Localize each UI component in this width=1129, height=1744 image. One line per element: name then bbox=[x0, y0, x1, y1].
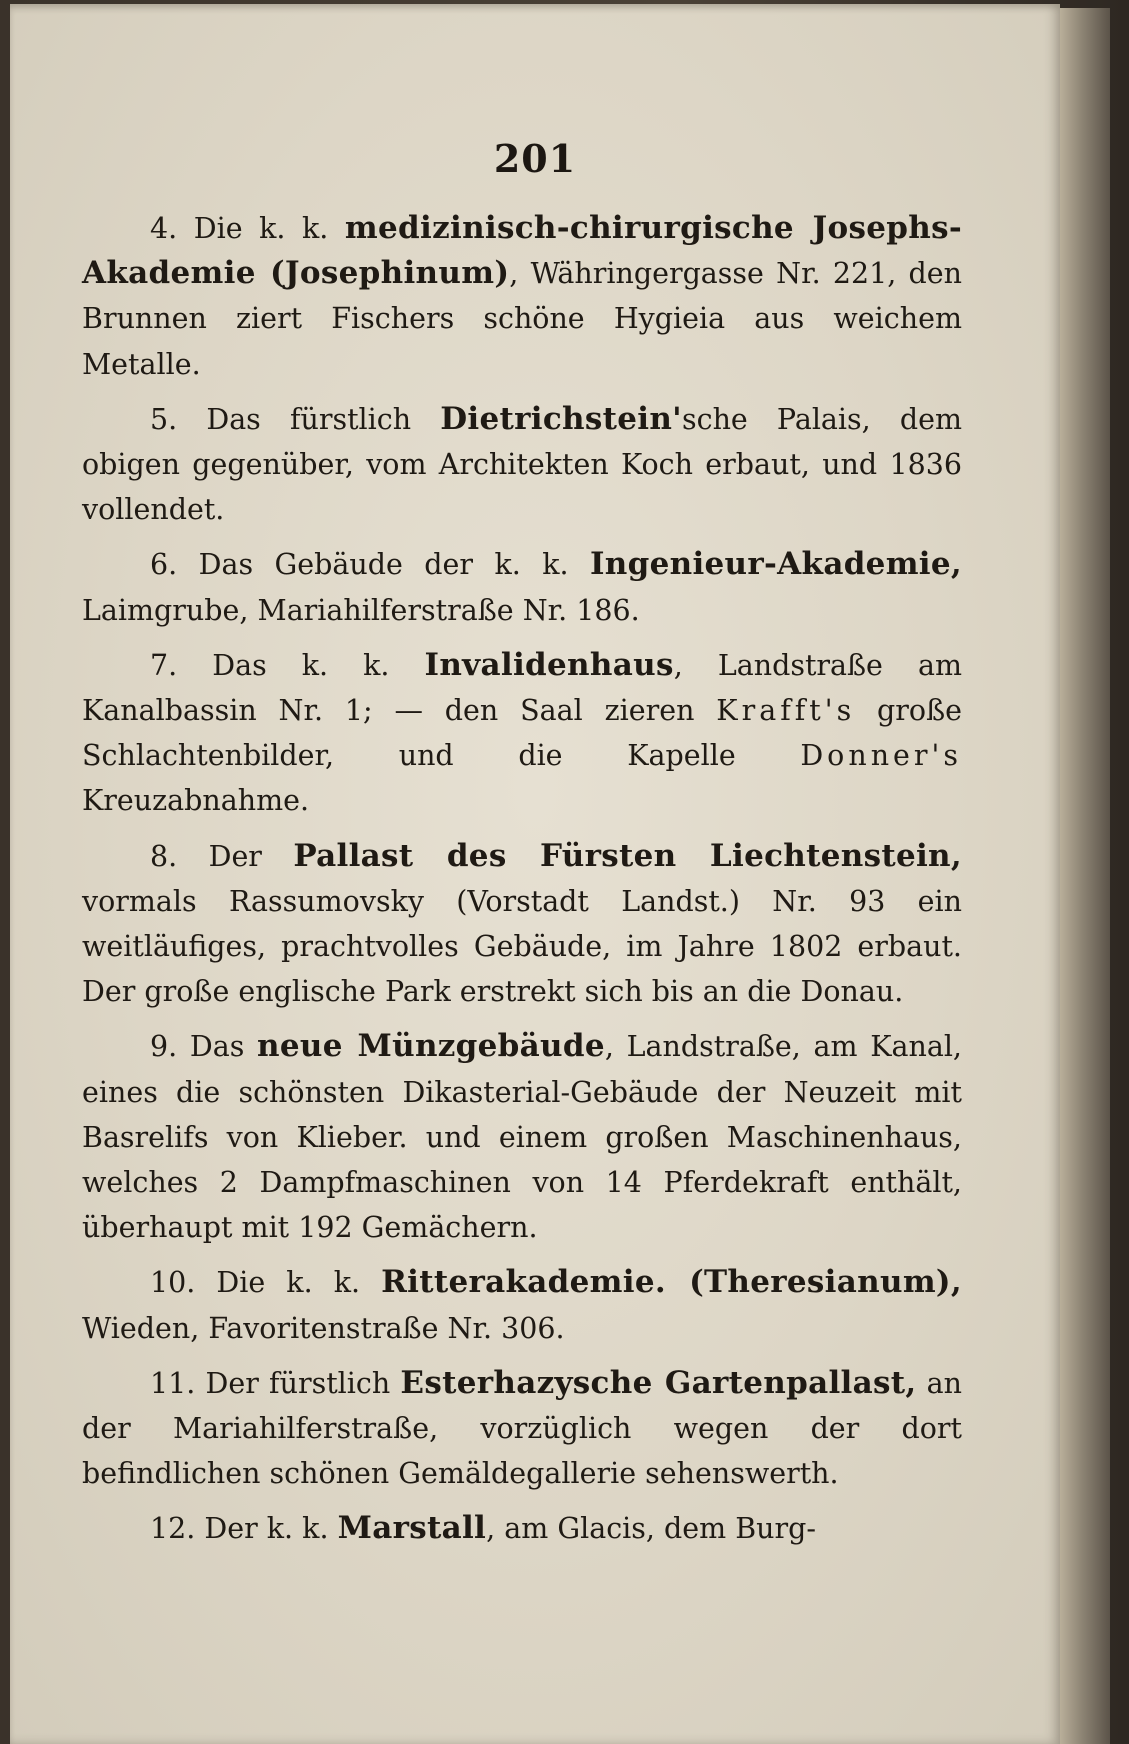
list-item bbox=[82, 1361, 962, 1497]
entry-number: 12. bbox=[150, 1512, 196, 1546]
list-item bbox=[82, 542, 962, 632]
list-item bbox=[82, 834, 962, 1015]
entry-text: Das k. k. bbox=[177, 648, 425, 682]
list-item bbox=[82, 206, 962, 387]
artist-name: Donner's bbox=[800, 739, 962, 773]
page-text bbox=[82, 206, 962, 1562]
entry-number: 6. bbox=[150, 548, 178, 582]
entry-text: , Währingergasse Nr. 221, den Brunnen ziert Fischers schöne Hygieia aus weichem Metalle. bbox=[82, 257, 962, 381]
entry-text: Der fürstlich bbox=[195, 1366, 401, 1400]
list-item bbox=[82, 1506, 962, 1551]
entry-number: 7. bbox=[150, 648, 178, 682]
entry-text: Der bbox=[177, 839, 294, 873]
entry-text: vormals Rassumovsky (Vorstadt Landst.) Nr. 93 ein weitläufiges, prachtvolles Gebäude, im Jahre 1802 erbaut. Der große englische Park erstrekt sich bis an die Donau. bbox=[82, 884, 962, 1009]
entry-text: Wieden, Favoritenstraße Nr. 306. bbox=[82, 1311, 565, 1345]
entry-text: an der Mariahilferstraße, vorzüglich wegen der dort befindlichen schönen Gemäldegallerie sehenswerth. bbox=[82, 1366, 963, 1491]
artist-name: Krafft's bbox=[716, 694, 856, 728]
entry-number: 9. bbox=[150, 1030, 178, 1064]
list-item bbox=[82, 1024, 962, 1250]
entry-name: Dietrichstein' bbox=[440, 400, 682, 437]
entry-text: Kreuzabnahme. bbox=[82, 784, 310, 818]
entry-name: Esterhazysche Gartenpallast, bbox=[400, 1364, 917, 1401]
entry-number: 5. bbox=[150, 402, 178, 436]
entry-text: Das bbox=[177, 1030, 258, 1064]
entry-text: , Landstraße, am Kanal, eines die schönsten Dikasterial-Gebäude der Neuzeit mit Basrelifs von Klieber. und einem großen Maschinenhaus, welches 2 Dampfmaschinen von 14 Pferdekraft enthält, überhaupt mit 192 Gemächern. bbox=[82, 1030, 962, 1245]
entry-text: sche Palais, dem obigen gegenüber, vom Architekten Koch erbaut, und 1836 vollendet. bbox=[82, 402, 962, 527]
entry-number: 11. bbox=[150, 1366, 196, 1400]
entry-name: Pallast des Fürsten Liechtenstein, bbox=[293, 837, 962, 874]
entry-text: , am Glacis, dem Burg- bbox=[486, 1512, 817, 1546]
entry-text: Die k. k. bbox=[177, 212, 345, 245]
entry-name: Invalidenhaus bbox=[424, 646, 674, 683]
list-item bbox=[82, 643, 962, 824]
entry-name: Ingenieur-Akademie, bbox=[589, 546, 962, 583]
entry-text: große Schlachtenbilder, und die Kapelle bbox=[82, 694, 962, 773]
list-item bbox=[82, 397, 962, 533]
entry-name: Ritterakademie. (Theresianum), bbox=[381, 1264, 962, 1301]
entry-text: Die k. k. bbox=[195, 1266, 382, 1300]
list-item bbox=[82, 1260, 962, 1350]
entry-number: 4. bbox=[150, 212, 178, 245]
entry-text: , Landstraße am Kanalbassin Nr. 1; — den Saal zieren bbox=[82, 648, 962, 728]
entry-name: medizinisch-chirurgische Josephs-Akademie (Josephinum) bbox=[82, 210, 962, 292]
entry-text: Der k. k. bbox=[195, 1512, 338, 1546]
page-number: 201 bbox=[493, 136, 577, 181]
entry-number: 8. bbox=[150, 839, 178, 873]
entry-name: neue Münzgebäude bbox=[257, 1028, 605, 1065]
entry-text: Das Gebäude der k. k. bbox=[177, 548, 590, 582]
entry-text: Das fürstlich bbox=[177, 402, 441, 436]
entry-text: Laimgrube, Mariahilferstraße Nr. 186. bbox=[82, 593, 640, 627]
entry-name: Marstall bbox=[337, 1510, 487, 1547]
entry-number: 10. bbox=[150, 1266, 196, 1300]
book-page bbox=[10, 4, 1060, 1744]
